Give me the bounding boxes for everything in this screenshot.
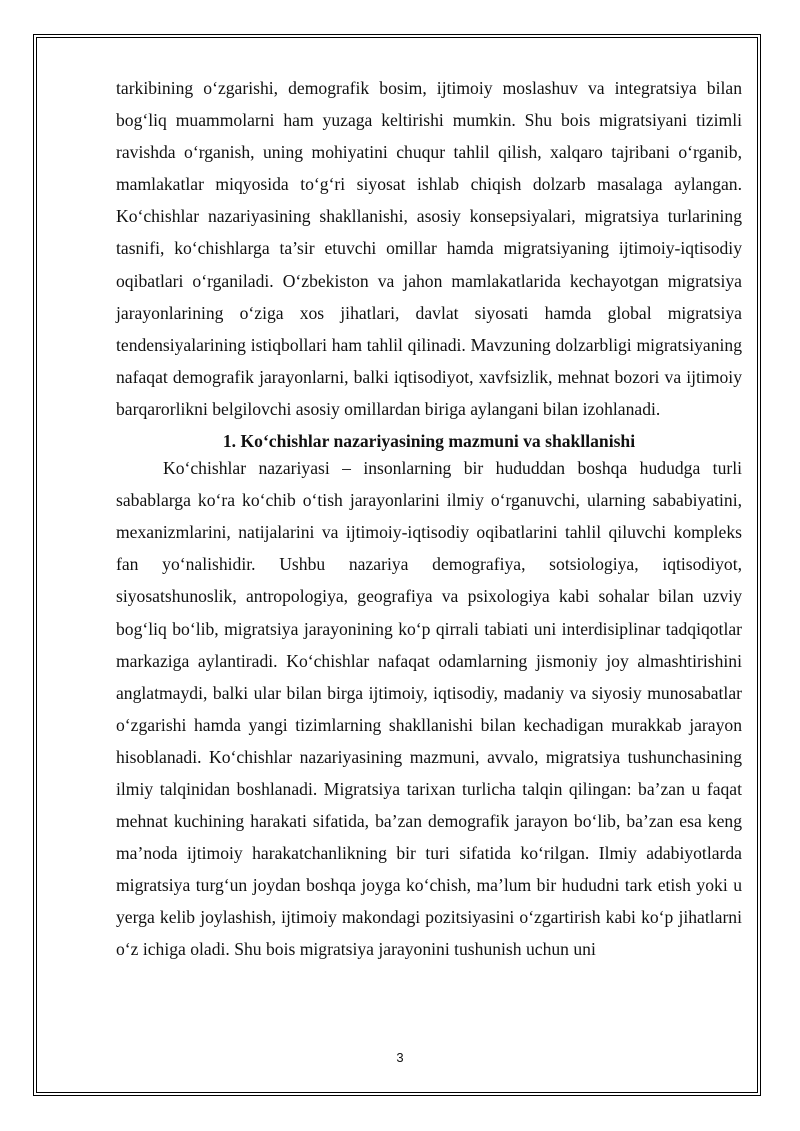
page-number: 3 xyxy=(396,1050,404,1065)
section-paragraph: Ko‘chishlar nazariyasi – insonlarning bir hududdan boshqa hududga turli sabablarga ko‘ra ko‘chib o‘tish jarayonlarini ilmiy o‘rganuvchi, ularning sababiyatini, mexanizmlarini, natijalarini va ijtimoiy-iqtisodiy oqibatlarini tahlil qiluvchi kompleks fan yo‘nalishidir. Ushbu nazariya demografiya, sotsiologiya, iqtisodiyot, siyosatshunoslik, antropologiya, geografiya va psixologiya kabi sohalar bilan uzviy bog‘liq bo‘lib, migratsiya jarayonining ko‘p qirrali tabiati uni interdisiplinar tadqiqotlar markaziga aylantiradi. Ko‘chishlar nafaqat odamlarning jismoniy joy almashtirishini anglatmaydi, balki ular bilan birga ijtimoiy, iqtisodiy, madaniy va siyosiy munosabatlar o‘zgarishi hamda yangi tizimlarning shakllanishi bilan kechadigan murakkab jarayon hisoblanadi. Ko‘chishlar nazariyasining mazmuni, avvalo, migratsiya tushunchasining ilmiy talqinidan boshlanadi. Migratsiya tarixan turlicha talqin qilingan: ba’zan u faqat mehnat kuchining harakati sifatida, ba’zan demografik jarayon bo‘lib, ba’zan esa keng ma’noda ijtimoiy harakatchanlikning bir turi sifatida ko‘rilgan. Ilmiy adabiyotlarda migratsiya turg‘un joydan boshqa joyga ko‘chish, ma’lum bir hududni tark etish yoki u yerga kelib joylashish, ijtimoiy makondagi pozitsiyasini o‘zgartirish kabi ko‘p jihatlarni o‘z ichiga oladi. Shu bois migratsiya jarayonini tushunish uchun uni xyxy=(116,458,742,960)
section-heading: 1. Ko‘chishlar nazariyasining mazmuni va shakllanishi xyxy=(222,431,636,452)
intro-paragraph: tarkibining o‘zgarishi, demografik bosim, ijtimoiy moslashuv va integratsiya bilan bog‘liq muammolarni ham yuzaga keltirishi mumkin. Shu bois migratsiyani tizimli ravishda o‘rganish, uning mohiyatini chuqur tahlil qilish, xalqaro tajribani o‘rganib, mamlakatlar miqyosida to‘g‘ri siyosat ishlab chiqish dolzarb masalaga aylangan. Ko‘chishlar nazariyasining shakllanishi, asosiy konsepsiyalari, migratsiya turlarining tasnifi, ko‘chishlarga ta’sir etuvchi omillar hamda migratsiyaning ijtimoiy-iqtisodiy oqibatlari o‘rganiladi. O‘zbekiston va jahon mamlakatlarida kechayotgan migratsiya jarayonlarining o‘ziga xos jihatlari, davlat siyosati hamda global migratsiya tendensiyalarining istiqbollari ham tahlil qilinadi. Mavzuning dolzarbligi migratsiyaning nafaqat demografik jarayonlarni, balki iqtisodiyot, xavfsizlik, mehnat bozori va ijtimoiy barqarorlikni belgilovchi asosiy omillardan biriga aylangani bilan izohlanadi. xyxy=(116,78,742,419)
page-content xyxy=(116,72,742,966)
